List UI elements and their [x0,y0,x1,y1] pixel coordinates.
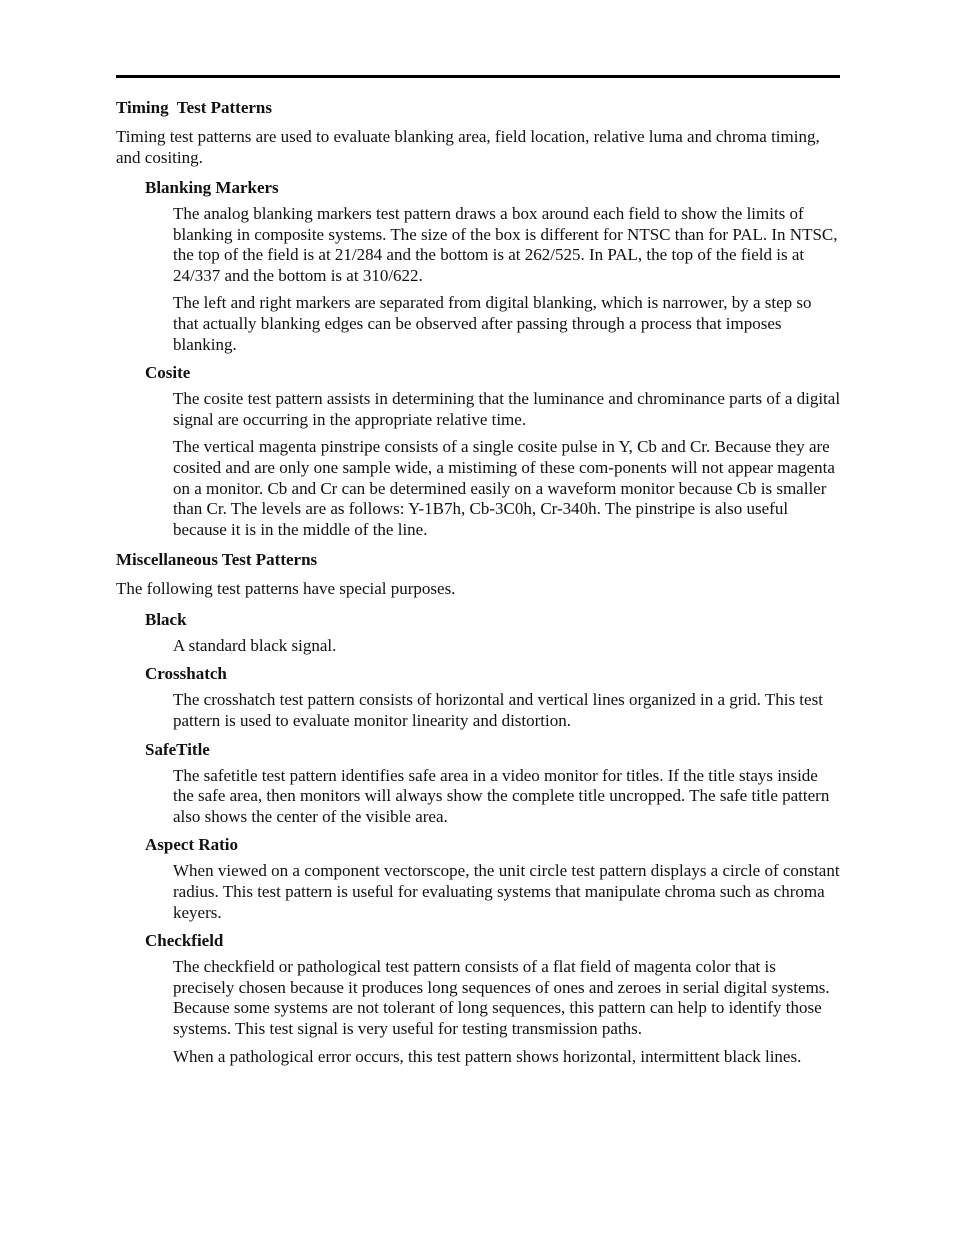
subsection-title: Black [145,609,187,629]
paragraph: The safetitle test pattern identifies safe area in a video monitor for titles. If the title stays inside the safe area, then monitors will always show the complete title uncropped. The safe title pattern also shows the center of the visible area. [173,765,830,826]
subsection-title: Aspect Ratio [145,835,239,855]
subsection-checkfield [116,930,840,1067]
paragraph: When viewed on a component vectorscope, the unit circle test pattern displays a circle of constant radius. This test pattern is useful for evaluating systems that manipulate chroma such as chroma keyers. [173,861,840,922]
subsection-safetitle [116,739,840,828]
subsection-aspect-ratio [116,834,840,923]
subsection-cosite [116,362,840,540]
section-intro: Timing test patterns are used to evaluate blanking area, field location, relative luma and chroma timing, and cositing. [116,127,820,167]
paragraph: The cosite test pattern assists in determining that the luminance and chrominance parts of a digital signal are occurring in the appropriate relative time. [173,389,841,429]
subsection-blanking-markers [116,177,840,355]
paragraph: The checkfield or pathological test pattern consists of a flat field of magenta color that is precisely chosen because it produces long sequences of ones and zeroes in serial digital systems. Because some systems are not tolerant of long sequences, this pattern can help to identify those systems. This test signal is very useful for testing transmission paths. [173,957,830,1038]
section-intro: The following test patterns have special purposes. [116,579,456,599]
subsection-black [116,609,840,657]
subsection-title: Blanking Markers [145,178,279,197]
top-rule [116,75,840,78]
paragraph: A standard black signal. [173,635,337,655]
section-timing-test-patterns [116,97,840,540]
subsection-title: Checkfield [145,931,224,951]
section-heading: Timing Test Patterns [116,98,273,117]
subsection-title: Cosite [145,363,191,383]
document-body [116,97,840,1074]
subsection-title: SafeTitle [145,739,210,759]
subsection-title: Crosshatch [145,664,227,684]
paragraph: The vertical magenta pinstripe consists of a single cosite pulse in Y, Cb and Cr. Because they are cosited and are only one sample wide, a mistiming of these com-ponents will not appear magenta on a monitor. Cb and Cr can be determined easily on a waveform monitor because Cb is smaller than Cr. The levels are as follows: Y-1B7h, Cb-3C0h, Cr-340h. The pinstripe is also useful because it is in the middle of the line. [173,437,835,539]
paragraph: The crosshatch test pattern consists of horizontal and vertical lines organized in a grid. This test pattern is used to evaluate monitor linearity and distortion. [173,690,823,730]
paragraph: The left and right markers are separated from digital blanking, which is narrower, by a step so that actually blanking edges can be observed after passing through a process that imposes blanking. [173,293,812,354]
section-heading: Miscellaneous Test Patterns [116,550,318,570]
section-miscellaneous-test-patterns [116,549,840,1067]
paragraph: The analog blanking markers test pattern draws a box around each field to show the limits of blanking in composite systems. The size of the box is different for NTSC than for PAL. In NTSC, the top of the field is at 21/284 and the bottom is at 262/525. In PAL, the top of the field is at 24/337 and the bottom is at 310/622. [173,204,838,285]
subsection-crosshatch [116,663,840,731]
paragraph: When a pathological error occurs, this test pattern shows horizontal, intermittent black lines. [173,1046,802,1066]
